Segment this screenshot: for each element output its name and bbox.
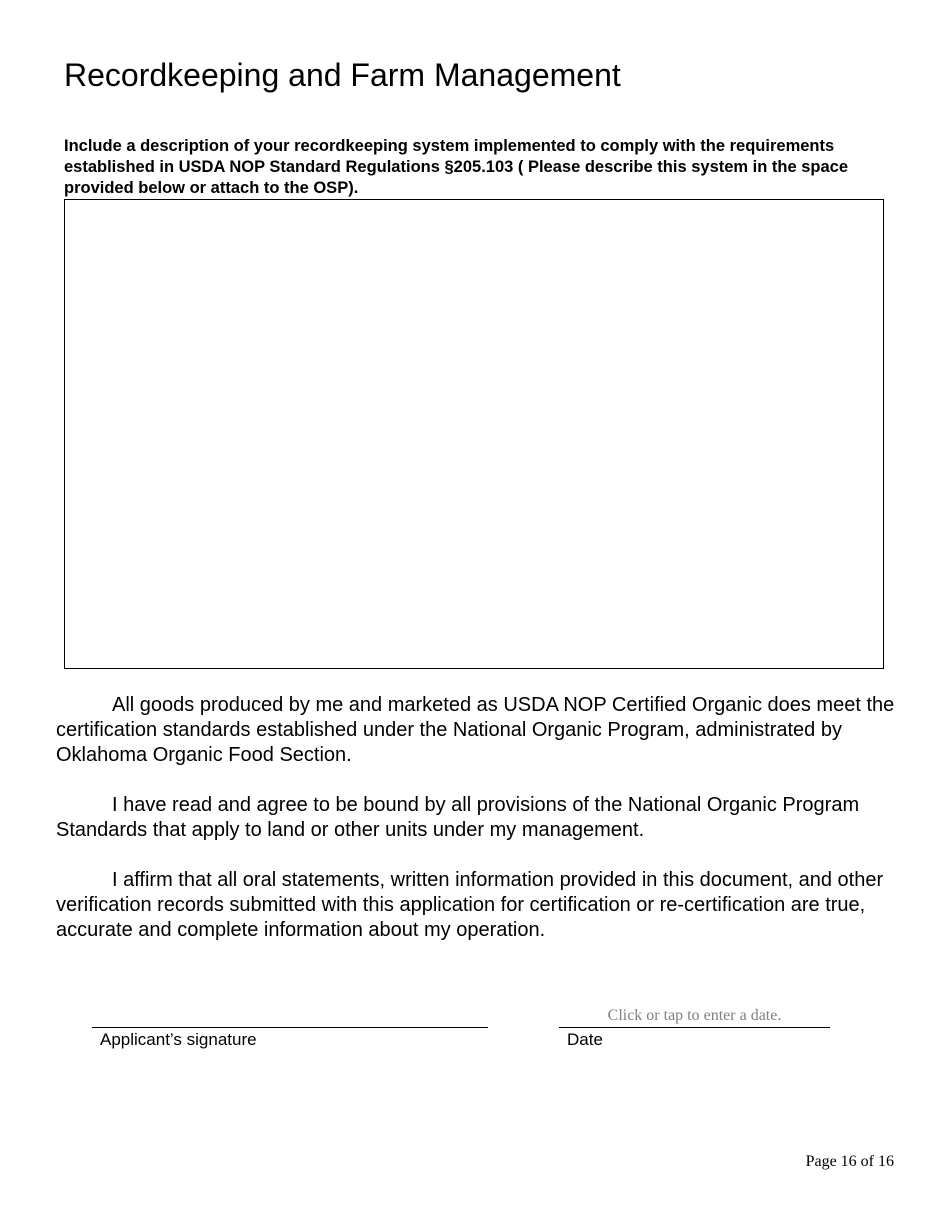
- page-number: Page 16 of 16: [805, 1153, 894, 1170]
- signature-label: Applicant’s signature: [100, 1030, 257, 1049]
- signature-field[interactable]: [92, 1027, 488, 1028]
- certification-statement-text: All goods produced by me and marketed as USDA NOP Certified Organic does meet the certification standards established under the National Organic Program, administrated by Oklahoma Organic Food Section.: [56, 694, 895, 766]
- certification-statement: [56, 693, 896, 768]
- agreement-statement-text: I have read and agree to be bound by all provisions of the National Organic Program Standards that apply to land or other units under my management.: [56, 794, 860, 841]
- recordkeeping-description-field[interactable]: [64, 199, 884, 669]
- recordkeeping-instructions: Include a description of your recordkeeping system implemented to comply with the requirements established in USDA NOP Standard Regulations §205.103 ( Please describe this system in the space provided below or attach to the OSP).: [64, 137, 849, 197]
- affirmation-statement-text: I affirm that all oral statements, written information provided in this document, and other verification records submitted with this application for certification or re-certification are true, accurate and complete information about my operation.: [56, 869, 884, 941]
- agreement-statement: [56, 793, 896, 843]
- page-title: Recordkeeping and Farm Management: [64, 57, 621, 93]
- affirmation-statement: [56, 868, 896, 943]
- date-picker-field[interactable]: Click or tap to enter a date.: [559, 1005, 830, 1028]
- date-label: Date: [567, 1030, 603, 1049]
